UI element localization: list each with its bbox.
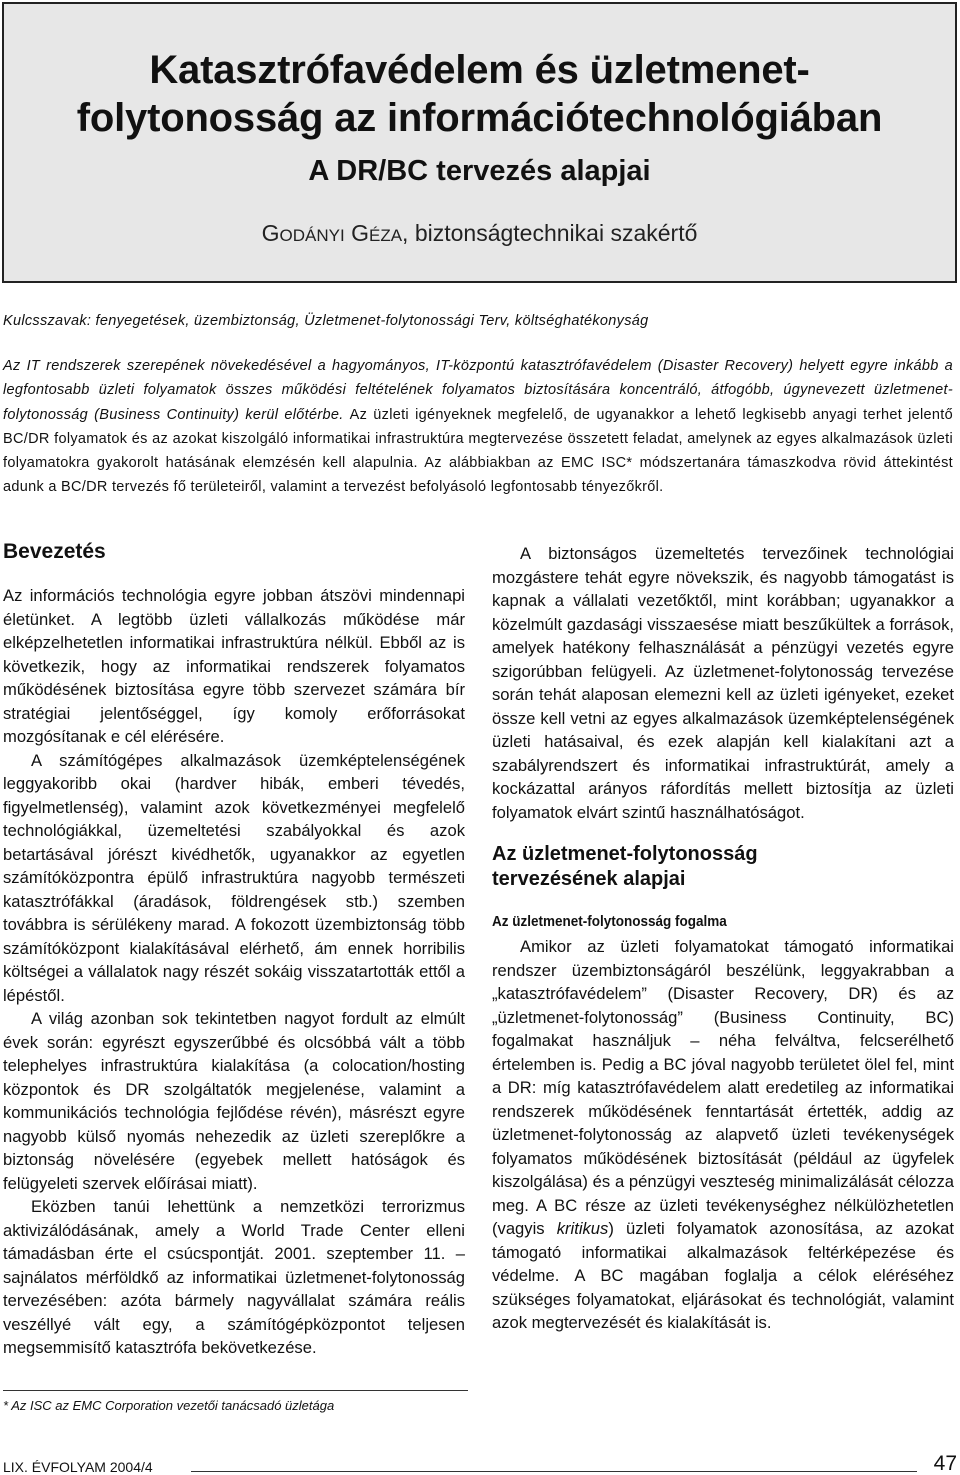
title-box <box>2 2 957 283</box>
paragraph: A világ azonban sok tekintetben nagyot fordult az elmúlt évek során: egyrészt egyszerűbbé és olcsóbbá vált a több telephelyes infrastruktúra kialakítása (a colocation/hosting központok és DR szolgáltatók megjelenése, valamint a kommunikációs technológia fejlődése révén), másrészt egyre nagyobb külső nyomás nehezedik az üzleti szereplőkre a biztonság növelésére (egyebek mellett hatóságok és felügyeleti szervek előírásai miatt). <box>3 1009 465 1193</box>
author-initial-2: G <box>344 220 369 246</box>
journal-volume: LIX. ÉVFOLYAM 2004/4 <box>3 1459 153 1475</box>
paragraph-text: Amikor az üzleti folyamatokat támogató informatikai rendszer üzembiztonságáról beszélünk, leggyakrabban a „katasztrófavédelem” (Disaster Recovery, DR) és az „üzletmenet-folytonosság” (Business Continuity, BC) fogalmakat használjuk – néha felváltva, felcserélhető értelemben is. Pedig a BC jóval nagyobb területet ölel fel, mint a DR: míg katasztrófavédelem alatt eredetileg az informatikai rendszerek működésének fenntartását értették, addig az üzletmenet-folytonosság az alapvető üzleti tevékenységek folyamatos működésének biztosítását (például az ügyfelek kiszolgálása) és a pénzügyi veszteség minimalizálását célozza meg. A BC része az üzleti tevékenységhez nélkülözhetetlen (vagyis <box>492 937 954 1238</box>
article-subtitle: A DR/BC tervezés alapjai <box>308 155 651 187</box>
footer-divider <box>191 1471 917 1472</box>
emphasis-text: kritikus <box>556 1219 609 1238</box>
paragraph-text: ) üzleti folyamatok azonosítása, az azokat támogató informatikai alkalmazások feltérképezése és védelme. A BC magában foglalja a célok eléréséhez szükséges folyamatokat, eljárásokat és technológiát, valamint azok megtervezését és kialakítását is. <box>492 1219 955 1332</box>
page-number: 47 <box>933 1452 957 1475</box>
page-footer <box>3 1452 957 1475</box>
paragraph: A biztonságos üzemeltetés tervezőinek technológiai mozgástere tehát egyre növekszik, és nagyobb támogatást is kapnak a vállalati vezetőktől, mint korábban; ugyanakkor a közelmúlt gazdasági visszaesése miatt beszűkültek a források, amelyek hatékony felhasználását a pénzügyi vezetés egyre szigorúbban felügyeli. Az üzletmenet-folytonosság tervezése során tehát alaposan elemezni kell az üzleti igényeket, ezeket össze kell vetni az egyes alkalmazások üzemképtelenségének üzleti hatásaival, és ezek alapján kell kialakítani azt a szabályrendszert és informatikai infrastruktúrát, amely a kockázattal arányos ráfordítás mellett biztosítja az üzleti folyamatok elvárt szintű használhatóságot. <box>492 544 954 822</box>
heading-line-1: Az üzletmenet-folytonosság <box>492 843 758 865</box>
author-line <box>4 218 955 251</box>
article-title <box>4 46 955 142</box>
abstract-italic: Az IT rendszerek szerepének növekedésével a hagyományos, IT-központú katasztrófavédelem (Disaster Recovery) helyett egyre inkább a legfontosabb üzleti folyamatok összes működési feltételének folyamatos biztosítására koncentráló, átfogóbb, úgynevezett üzletmenet-folytonosság (Business Continuity) kerül előtérbe. <box>3 358 953 423</box>
abstract-upright: Az üzleti igényeknek megfelelő, de ugyanakkor a lehető legkisebb anyagi terhet jelentő BC/DR folyamatok és az azokat kiszolgáló informatikai infrastruktúra megtervezése összetett feladat, amelynek az egyes alkalmazások üzleti folyamatokra gyakorolt hatásának elemzésén kell alapulnia. Az alábbiakban az EMC ISC* módszertanára támaszkodva rövid áttekintést adunk a BC/DR tervezés fő területeiről, valamint a tervezést befolyásoló legfontosabb tényezőkről. <box>3 406 953 496</box>
author-surname-rest: ODÁNYI <box>279 226 345 245</box>
abstract <box>3 354 953 500</box>
paragraph: A számítógépes alkalmazások üzemképtelenségének leggyakoribb okai (hardver hibák, emberi tévedés, figyelmetlenség), valamint azok következményei megfelelő technológiákkal, üzemeltetési szabályokkal és azok betartásával jórészt kivédhetők, ugyanakkor az egyetlen számítóközpontra épülő infrastruktúra nagyobb természeti katasztrófákkal (áradások, földrengések stb.) szemben továbbra is sérülékeny marad. A fokozott üzembiztonság több számítóközpont kialakításával elérhető, ám ennek horribilis költségei a vállalatok nagy részét sokáig visszatartották ettől a lépéstől. <box>3 750 465 1005</box>
heading-line-2: tervezésének alapjai <box>492 868 686 890</box>
right-column <box>492 542 954 1335</box>
paragraph: Eközben tanúi lehettünk a nemzetközi terrorizmus aktivizálódásának, amely a World Trade Center elleni támadásban érte el csúcspontját. 2001. szeptember 11. – sajnálatos mérföldkő az informatikai üzletmenet-folytonosság tervezésében: azóta bármely nagyvállalat számára reális veszéllyé vált egy, a számítógépközpontot teljesen megsemmisítő katasztrófa bekövetkezése. <box>3 1197 465 1357</box>
paragraph <box>492 935 954 1335</box>
author-initial-1: G <box>261 220 280 246</box>
footnote-divider <box>3 1390 468 1391</box>
left-column <box>3 536 465 1360</box>
section-heading-bevezetes: Bevezetés <box>3 540 106 563</box>
section-heading-alapjai <box>492 842 954 892</box>
paragraph: Az információs technológia egyre jobban átszövi mindennapi életünket. A legtöbb üzleti vállalkozás működése már elképzelhetetlen informatikai infrastruktúra nélkül. Ebből az is következik, hogy az informatikai rendszerek folyamatos működésének biztosítása egyre több szervezet számára bír stratégiai jelentőséggel, így komoly erőforrásokat mozgósítanak e cél elérésére. <box>3 586 465 746</box>
footnote: * Az ISC az EMC Corporation vezetői tanácsadó üzletága <box>3 1398 335 1413</box>
title-line-1: Katasztrófavédelem és üzletmenet- <box>149 48 810 92</box>
title-line-2: folytonosság az információtechnológiában <box>76 96 883 140</box>
subsection-heading: Az üzletmenet-folytonosság fogalma <box>492 913 727 930</box>
keywords: Kulcsszavak: fenyegetések, üzembiztonság, Üzletmenet-folytonossági Terv, költséghatékonyság <box>3 313 649 329</box>
author-given-rest: ÉZA <box>368 226 403 245</box>
author-role: , biztonságtechnikai szakértő <box>402 220 698 246</box>
